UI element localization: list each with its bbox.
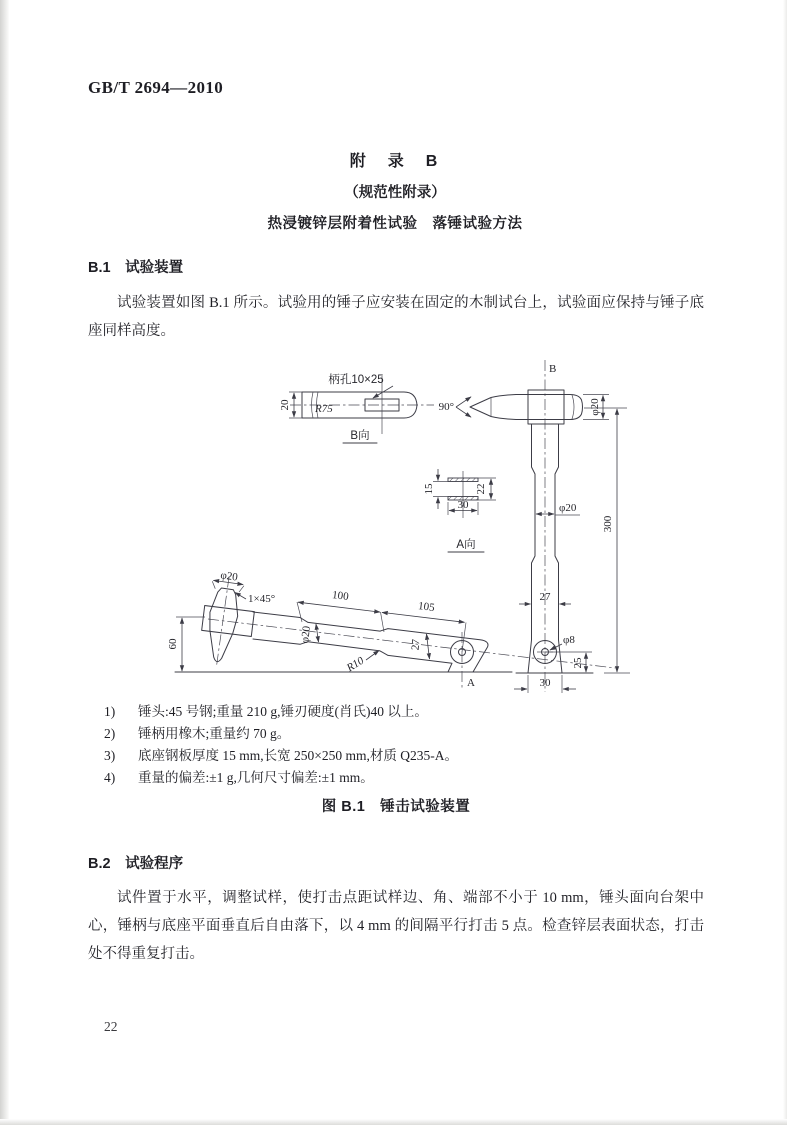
note-text: 锤柄用橡木;重量约 70 g。 [138,726,291,741]
standard-number: GB/T 2694—2010 [88,78,224,97]
dim-105-label: 105 [417,600,436,614]
a-view-caption: A向 [456,539,476,551]
appendix-subject: 热浸镀锌层附着性试验 落锤试验方法 [267,216,523,232]
hammer-test-apparatus-drawing [160,352,652,704]
length-300-label: 300 [602,515,614,533]
figure-notes [104,701,458,789]
note-number: 4) [104,770,116,785]
dim-30-label: 30 [457,499,469,511]
section-b2-heading: B.2 试验程序 [88,856,184,872]
head-handle-block [528,390,564,424]
handle-hole-label: 柄孔10×25 [328,374,384,386]
scan-bottom-edge-shadow [0,1119,787,1125]
scan-right-edge-shadow [783,0,787,1125]
hole-diameter-label: φ8 [563,634,575,646]
section-a-mark: A [467,677,475,689]
hammer-tilted-view [167,568,615,690]
note-number: 2) [104,726,116,741]
radius-r75-label: R75 [315,403,333,415]
note-item [104,701,458,723]
section-b1-paragraph: 试验装置如图 B.1 所示。试验用的锤子应安装在固定的木制试台上，试验面应保持与锤子底座同样高度。 [88,295,704,339]
appendix-subtitle: （规范性附录） [344,185,446,201]
tilted-head-diameter-label: φ20 [219,569,239,584]
page-number: 22 [104,1019,118,1034]
tilted-handle-diameter-label: φ20 [299,625,314,644]
section-b-mark: B [549,363,557,375]
radius-r10-label: R10 [344,654,367,675]
dim-20-label: 20 [279,399,291,411]
handle-left-edge [528,424,535,673]
note-item [104,723,458,745]
width-27-label: 27 [539,591,551,603]
note-text: 底座钢板厚度 15 mm,长宽 250×250 mm,材质 Q235-A。 [138,748,458,763]
hammer-side-view [439,360,630,693]
dim-22-label: 22 [475,483,487,495]
note-item [104,745,458,767]
handle-right-edge [555,424,562,673]
section-b1-heading: B.1 试验装置 [88,260,184,276]
dim-100-label: 100 [331,589,350,603]
note-number: 1) [104,704,116,719]
appendix-title-block [88,148,702,233]
note-text: 重量的偏差:±1 g,几何尺寸偏差:±1 mm。 [138,770,374,785]
face-strip-top [448,478,478,482]
b-view-caption: B向 [350,430,370,442]
hammer-head-outline [470,395,583,420]
a-direction-view [423,469,496,552]
chisel-angle-label: 90° [438,401,454,413]
dim-60-label: 60 [167,638,179,650]
scan-left-edge-shadow [0,0,9,1125]
b-direction-view [279,372,434,443]
dim-25-label: 25 [572,657,584,669]
dim-15-label: 15 [423,483,435,495]
note-item [104,767,458,789]
handle-diameter-label: φ20 [559,502,577,514]
figure-caption: 图 B.1 锤击试验装置 [321,799,471,815]
note-number: 3) [104,748,116,763]
tilted-width-27-label: 27 [409,638,423,651]
appendix-title: 附 录 B [349,153,441,170]
section-b2-paragraph: 试件置于水平，调整试样，使打击点距试样边、角、端部不小于 10 mm，锤头面向台架中心，锤柄与底座平面垂直后自由落下，以 4 mm 的间隔平行打击 5 点。检查锌层表面状态，打击处不得重复打击。 [88,890,704,962]
chamfer-label: 1×45° [248,593,276,605]
base-30-label: 30 [539,677,551,689]
note-text: 锤头:45 号钢;重量 210 g,锤刃硬度(肖氏)40 以上。 [138,704,428,719]
head-diameter-label: φ20 [589,398,601,416]
